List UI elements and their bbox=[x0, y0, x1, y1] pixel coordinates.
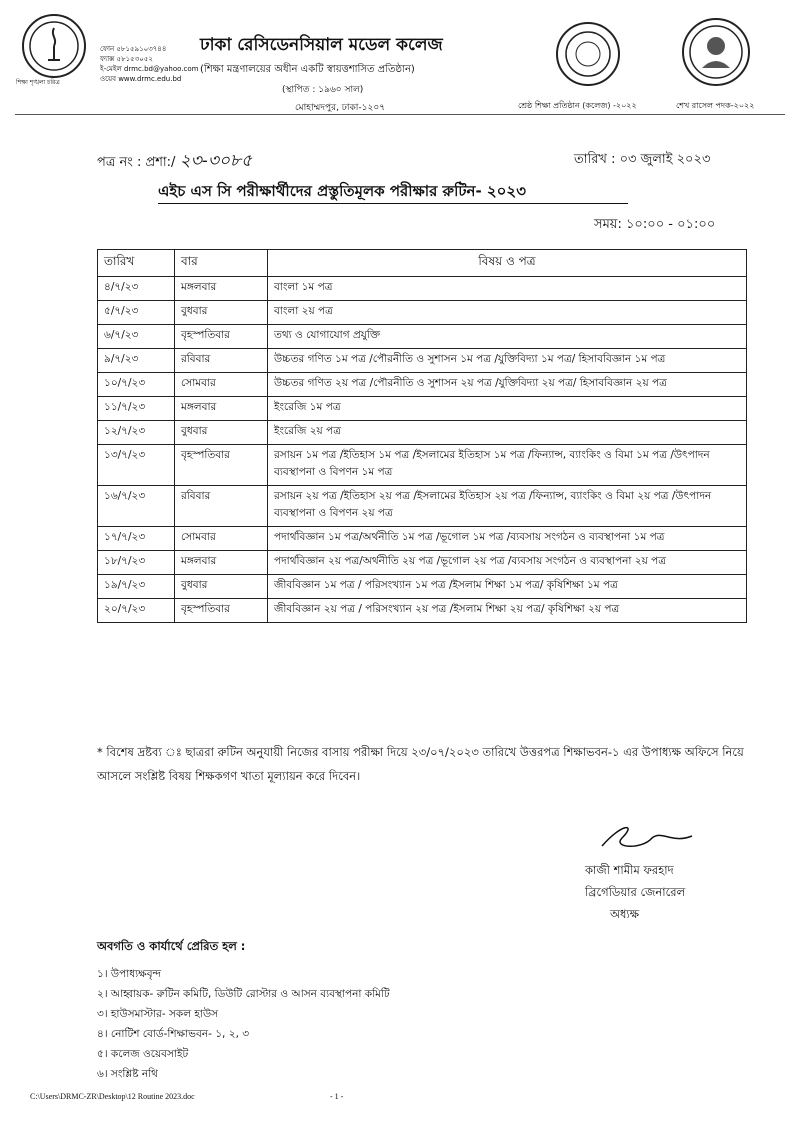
cell-subject: উচ্চতর গণিত ২য় পত্র /পৌরনীতি ও সুশাসন ২য় পত্র /যুক্তিবিদ্যা ২য় পত্র/ হিসাববিজ্ঞান ২য় পত্র bbox=[268, 373, 747, 397]
cc-item: ৫। কলেজ ওয়েবসাইট bbox=[97, 1048, 189, 1060]
cc-item: ৩। হাউসমাস্টার- সকল হাউস bbox=[97, 1008, 219, 1020]
cell-subject: উচ্চতর গণিত ১ম পত্র /পৌরনীতি ও সুশাসন ১ম পত্র /যুক্তিবিদ্যা ১ম পত্র/ হিসাববিজ্ঞান ১ম পত্র bbox=[268, 349, 747, 373]
cell-date: ১৭/৭/২৩ bbox=[98, 527, 175, 551]
special-note: * বিশেষ দ্রষ্টব্য ঃ ছাত্ররা রুটিন অনুযায়ী নিজের বাসায় পরীক্ষা দিয়ে ২৩/০৭/২০২৩ তারিখে উত্তরপত্র শিক্ষাভবন-১ এর উপাধ্যক্ষ অফিসে নিয়ে আসলে সংশ্লিষ্ট বিষয় শিক্ষকগণ খাতা মূল্যায়ন করে দিবেন। bbox=[97, 745, 744, 783]
cell-day: বুধবার bbox=[175, 575, 268, 599]
award-caption-1: শ্রেষ্ঠ শিক্ষা প্রতিষ্ঠান (কলেজ) -২০২২ bbox=[518, 101, 637, 110]
cell-date: ১২/৭/২৩ bbox=[98, 421, 175, 445]
table-row bbox=[98, 486, 747, 527]
cell-subject: জীববিজ্ঞান ২য় পত্র / পরিসংখ্যান ২য় পত্র /ইসলাম শিক্ষা ২য় পত্র/ কৃষিশিক্ষা ২য় পত্র bbox=[268, 599, 747, 623]
table-row bbox=[98, 575, 747, 599]
table-row bbox=[98, 397, 747, 421]
cell-subject: ইংরেজি ১ম পত্র bbox=[268, 397, 747, 421]
cell-day: রবিবার bbox=[175, 486, 268, 527]
college-logo bbox=[22, 14, 86, 78]
cell-day: বৃহস্পতিবার bbox=[175, 445, 268, 486]
cc-heading: অবগতি ও কার্যার্থে প্রেরিত হল : bbox=[97, 939, 246, 953]
cell-date: ৫/৭/২৩ bbox=[98, 301, 175, 325]
contact-phone: ফোন ৫৮১৫৯১০৩৭৪৪ bbox=[100, 45, 167, 53]
cc-list bbox=[97, 964, 390, 1084]
college-address: মোহাম্মদপুর, ঢাকা-১২০৭ bbox=[295, 103, 386, 113]
title-underline bbox=[158, 203, 628, 204]
cell-subject: বাংলা ১ম পত্র bbox=[268, 277, 747, 301]
cell-day: বৃহস্পতিবার bbox=[175, 599, 268, 623]
cell-subject: পদার্থবিজ্ঞান ২য় পত্র/অর্থনীতি ২য় পত্র /ভূগোল ২য় পত্র /ব্যবসায় সংগঠন ও ব্যবস্থাপনা ২য় পত্র bbox=[268, 551, 747, 575]
cell-date: ১১/৭/২৩ bbox=[98, 397, 175, 421]
cell-subject: পদার্থবিজ্ঞান ১ম পত্র/অর্থনীতি ১ম পত্র /ভূগোল ১ম পত্র /ব্যবসায় সংগঠন ও ব্যবস্থাপনা ১ম পত্র bbox=[268, 527, 747, 551]
table-row bbox=[98, 421, 747, 445]
memo-date: তারিখ : ০৩ জুলাই ২০২৩ bbox=[574, 152, 711, 167]
cell-subject: বাংলা ২য় পত্র bbox=[268, 301, 747, 325]
table-row bbox=[98, 445, 747, 486]
routine-title: এইচ এস সি পরীক্ষার্থীদের প্রস্তুতিমূলক পরীক্ষার রুটিন- ২০২৩ bbox=[158, 182, 526, 200]
cc-item: ১। উপাধ্যক্ষবৃন্দ bbox=[97, 968, 161, 980]
table-row bbox=[98, 277, 747, 301]
contact-email: ই-মেইল drmc.bd@yahoo.com bbox=[100, 65, 199, 73]
table-row bbox=[98, 599, 747, 623]
exam-time: সময়: ১০:০০ - ০১:০০ bbox=[594, 217, 716, 232]
table-row bbox=[98, 349, 747, 373]
cell-subject: রসায়ন ২য় পত্র /ইতিহাস ২য় পত্র /ইসলামের ইতিহাস ২য় পত্র /ফিন্যান্স, ব্যাংকিং ও বিমা ২য় পত্র /উৎপাদন ব্যবস্থাপনা ও বিপণন ২য় পত্র bbox=[268, 486, 747, 527]
torch-emblem-icon bbox=[24, 16, 84, 76]
table-row bbox=[98, 527, 747, 551]
cell-subject: ইংরেজি ২য় পত্র bbox=[268, 421, 747, 445]
memo-ref-line bbox=[97, 148, 252, 176]
cell-day: রবিবার bbox=[175, 349, 268, 373]
cell-date: ১৩/৭/২৩ bbox=[98, 445, 175, 486]
table-row bbox=[98, 373, 747, 397]
cell-day: সোমবার bbox=[175, 527, 268, 551]
header-subject: বিষয় ও পত্র bbox=[268, 250, 747, 277]
award-emblem-2 bbox=[682, 18, 750, 86]
table-row bbox=[98, 301, 747, 325]
signatory-name: কাজী শামীম ফরহাদ bbox=[585, 863, 674, 877]
cell-date: ৪/৭/২৩ bbox=[98, 277, 175, 301]
cell-date: ১৯/৭/২৩ bbox=[98, 575, 175, 599]
college-name: ঢাকা রেসিডেনসিয়াল মডেল কলেজ bbox=[200, 35, 443, 55]
cell-subject: জীববিজ্ঞান ১ম পত্র / পরিসংখ্যান ১ম পত্র /ইসলাম শিক্ষা ১ম পত্র/ কৃষিশিক্ষা ১ম পত্র bbox=[268, 575, 747, 599]
contact-block bbox=[100, 44, 198, 84]
cell-day: বুধবার bbox=[175, 301, 268, 325]
cc-item: ৪। নোটিশ বোর্ড-শিক্ষাভবন- ১, ২, ৩ bbox=[97, 1028, 250, 1040]
award-emblem-1 bbox=[556, 22, 620, 86]
cell-day: সোমবার bbox=[175, 373, 268, 397]
footer-file-path: C:\Users\DRMC-ZR\Desktop\12 Routine 2023.doc bbox=[30, 1092, 195, 1101]
college-subtitle: (শিক্ষা মন্ত্রণালয়ের অধীন একটি স্বায়ত্তশাসিত প্রতিষ্ঠান) bbox=[200, 64, 415, 75]
cell-date: ১৮/৭/২৩ bbox=[98, 551, 175, 575]
signatory-designation: অধ্যক্ষ bbox=[610, 907, 640, 921]
award-caption-2: শেখ রাসেল পদক-২০২২ bbox=[676, 101, 755, 110]
cell-day: বুধবার bbox=[175, 421, 268, 445]
table-body bbox=[98, 277, 747, 623]
cell-subject: তথ্য ও যোগাযোগ প্রযুক্তি bbox=[268, 325, 747, 349]
established-year: (স্থাপিত : ১৯৬০ সাল) bbox=[282, 85, 364, 95]
table-header-row bbox=[98, 250, 747, 277]
table-row bbox=[98, 551, 747, 575]
routine-table bbox=[97, 249, 747, 623]
signatory-rank: ব্রিগেডিয়ার জেনারেল bbox=[585, 885, 686, 899]
cc-item: ৬। সংশ্লিষ্ট নথি bbox=[97, 1068, 158, 1080]
contact-web: ওয়েব www.drmc.edu.bd bbox=[100, 75, 182, 83]
cell-day: মঙ্গলবার bbox=[175, 551, 268, 575]
contact-fax: ফ্যাক্স ৫৮১৫৩০৫২ bbox=[100, 55, 153, 63]
cell-date: ৯/৭/২৩ bbox=[98, 349, 175, 373]
award-badge-icon bbox=[558, 24, 618, 84]
table-row bbox=[98, 325, 747, 349]
footer-page-number: - 1 - bbox=[330, 1092, 344, 1101]
cell-day: বৃহস্পতিবার bbox=[175, 325, 268, 349]
cell-date: ২০/৭/২৩ bbox=[98, 599, 175, 623]
logo-caption-text: শিক্ষা শৃঙ্খলা চরিত্র bbox=[16, 79, 60, 86]
header-rule bbox=[15, 114, 785, 115]
cell-day: মঙ্গলবার bbox=[175, 397, 268, 421]
cell-day: মঙ্গলবার bbox=[175, 277, 268, 301]
portrait-medal-icon bbox=[684, 20, 748, 84]
memo-ref-label: পত্র নং : প্রশা:/ bbox=[97, 155, 176, 170]
cell-date: ৬/৭/২৩ bbox=[98, 325, 175, 349]
cell-date: ১০/৭/২৩ bbox=[98, 373, 175, 397]
signature-mark bbox=[592, 818, 702, 858]
header-day: বার bbox=[175, 250, 268, 277]
memo-ref-handwritten: ২৩-৩০৮৫ bbox=[179, 151, 252, 171]
header-date: তারিখ bbox=[98, 250, 175, 277]
cell-subject: রসায়ন ১ম পত্র /ইতিহাস ১ম পত্র /ইসলামের ইতিহাস ১ম পত্র /ফিন্যান্স, ব্যাংকিং ও বিমা ১ম পত্র /উৎপাদন ব্যবস্থাপনা ও বিপণন ১ম পত্র bbox=[268, 445, 747, 486]
cc-item: ২। আহ্বায়ক- রুটিন কমিটি, ডিউটি রোস্টার ও আসন ব্যবস্থাপনা কমিটি bbox=[97, 988, 390, 1000]
cell-date: ১৬/৭/২৩ bbox=[98, 486, 175, 527]
